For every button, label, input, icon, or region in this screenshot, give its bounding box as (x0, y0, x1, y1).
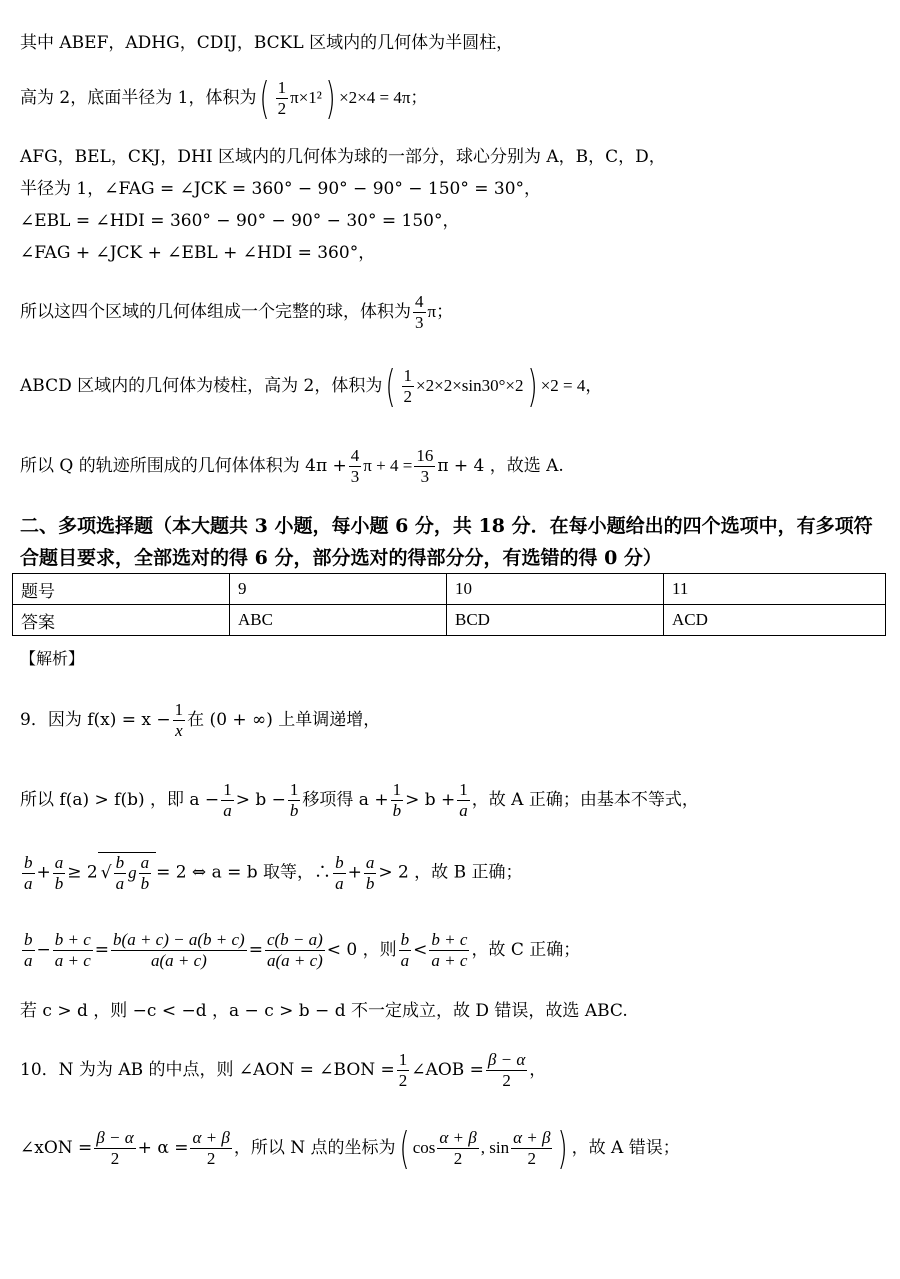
text-line: 其中 ABEF，ADHG，CDIJ，BCKL 区域内的几何体为半圆柱， (20, 33, 514, 53)
table-cell: 9 (230, 574, 447, 605)
text-line: 9．因为 f(x) = x − $\frac{1}{x}$ 在 (0 + ∞) 上单调递增， (20, 700, 381, 740)
table-cell: BCD (447, 605, 664, 636)
sqrt-expression: √ $\frac{b}{a}$ g $\frac{a}{b}$ (98, 852, 156, 894)
table-row (13, 574, 886, 605)
analysis-label: 【解析】 (20, 649, 85, 668)
text-line: 所以这四个区域的几何体组成一个完整的球，体积为 $\frac{4}{3}$ π； (20, 292, 454, 332)
text-line: 若 c > d ，则 −c < −d ，a − c > b − d 不一定成立，故 D 错误，故选 ABC. (20, 1001, 628, 1021)
table-cell: ACD (664, 605, 886, 636)
text-line: $\frac{b}{a}$ + $\frac{a}{b}$ ≥ 2 √ $\frac{b}{a}$ g $\frac{a}{b}$ = 2 ⇔ a = b 取等，∴ $\frac{b}{a}$ + $\frac{a}{b}$ > 2 ，故 B 正确； (24, 852, 523, 893)
table-cell: 11 (664, 574, 886, 605)
table-cell: 答案 (13, 605, 230, 636)
section-title: 二、多项选择题（本大题共 3 小题，每小题 6 分，共 18 分．在每小题给出的四个选项中，有多项符合题目要求，全部选对的得 6 分，部分选对的得部分分，有选错的得 0 分） (20, 515, 873, 569)
text-line: 高为 2，底面半径为 1，体积为( $\frac{1}{2}$ π×1²) ×2×4 = 4π； (20, 72, 428, 124)
table-cell: 题号 (13, 574, 230, 605)
text-line: 半径为 1，∠FAG = ∠JCK = 360° − 90° − 90° − 150° = 30°， (20, 179, 542, 199)
text-line: ABCD 区域内的几何体为棱柱，高为 2，体积为( $\frac{1}{2}$ ×2×2×sin30°×2) ×2 = 4， (20, 360, 603, 412)
text-line: ∠FAG + ∠JCK + ∠EBL + ∠HDI = 360°， (20, 243, 376, 263)
text-line: AFG，BEL，CKJ，DHI 区域内的几何体为球的一部分，球心分别为 A，B，C，D， (20, 147, 666, 167)
text-line: ∠EBL = ∠HDI = 360° − 90° − 90° − 30° = 150°， (20, 211, 460, 231)
table-row (13, 605, 886, 636)
text-line: $\frac{b}{a}$ − $\frac{b + c}{a + c}$ = $\frac{b(a + c) - a(b + c)}{a(a + c)}$ = $\frac{c(b - a)}{a(a + c)}$ < 0 ，则 $\frac{b}{a}$ < $\frac{b + c}{a + c}$ ，故 C 正确； (24, 930, 581, 970)
table-cell: ABC (230, 605, 447, 636)
text-line: 10．N 为为 AB 的中点，则 ∠AON = ∠BON = $\frac{1}{2}$ ∠AOB = $\frac{\beta - \alpha}{2}$ ， (20, 1050, 547, 1090)
answer-table (12, 573, 886, 636)
table-cell: 10 (447, 574, 664, 605)
text-line: 所以 f(a) > f(b) ，即 a − $\frac{1}{a}$ > b − $\frac{1}{b}$ 移项得 a + $\frac{1}{b}$ > b + $\frac{1}{a}$ ，故 A 正确；由基本不等式， (20, 780, 699, 820)
text-line: ∠xON = $\frac{\beta - \alpha}{2}$ + α = $\frac{\alpha + \beta}{2}$ ，所以 N 点的坐标为( cos $\frac{\alpha + \beta}{2}$ , sin $\frac{\alpha + \beta}{2}$ ) ，故 A 错误； (20, 1122, 680, 1174)
text-line: 所以 Q 的轨迹所围成的几何体体积为 4π + $\frac{4}{3}$ π + 4 = $\frac{16}{3}$ π + 4 ，故选 A. (20, 446, 564, 486)
